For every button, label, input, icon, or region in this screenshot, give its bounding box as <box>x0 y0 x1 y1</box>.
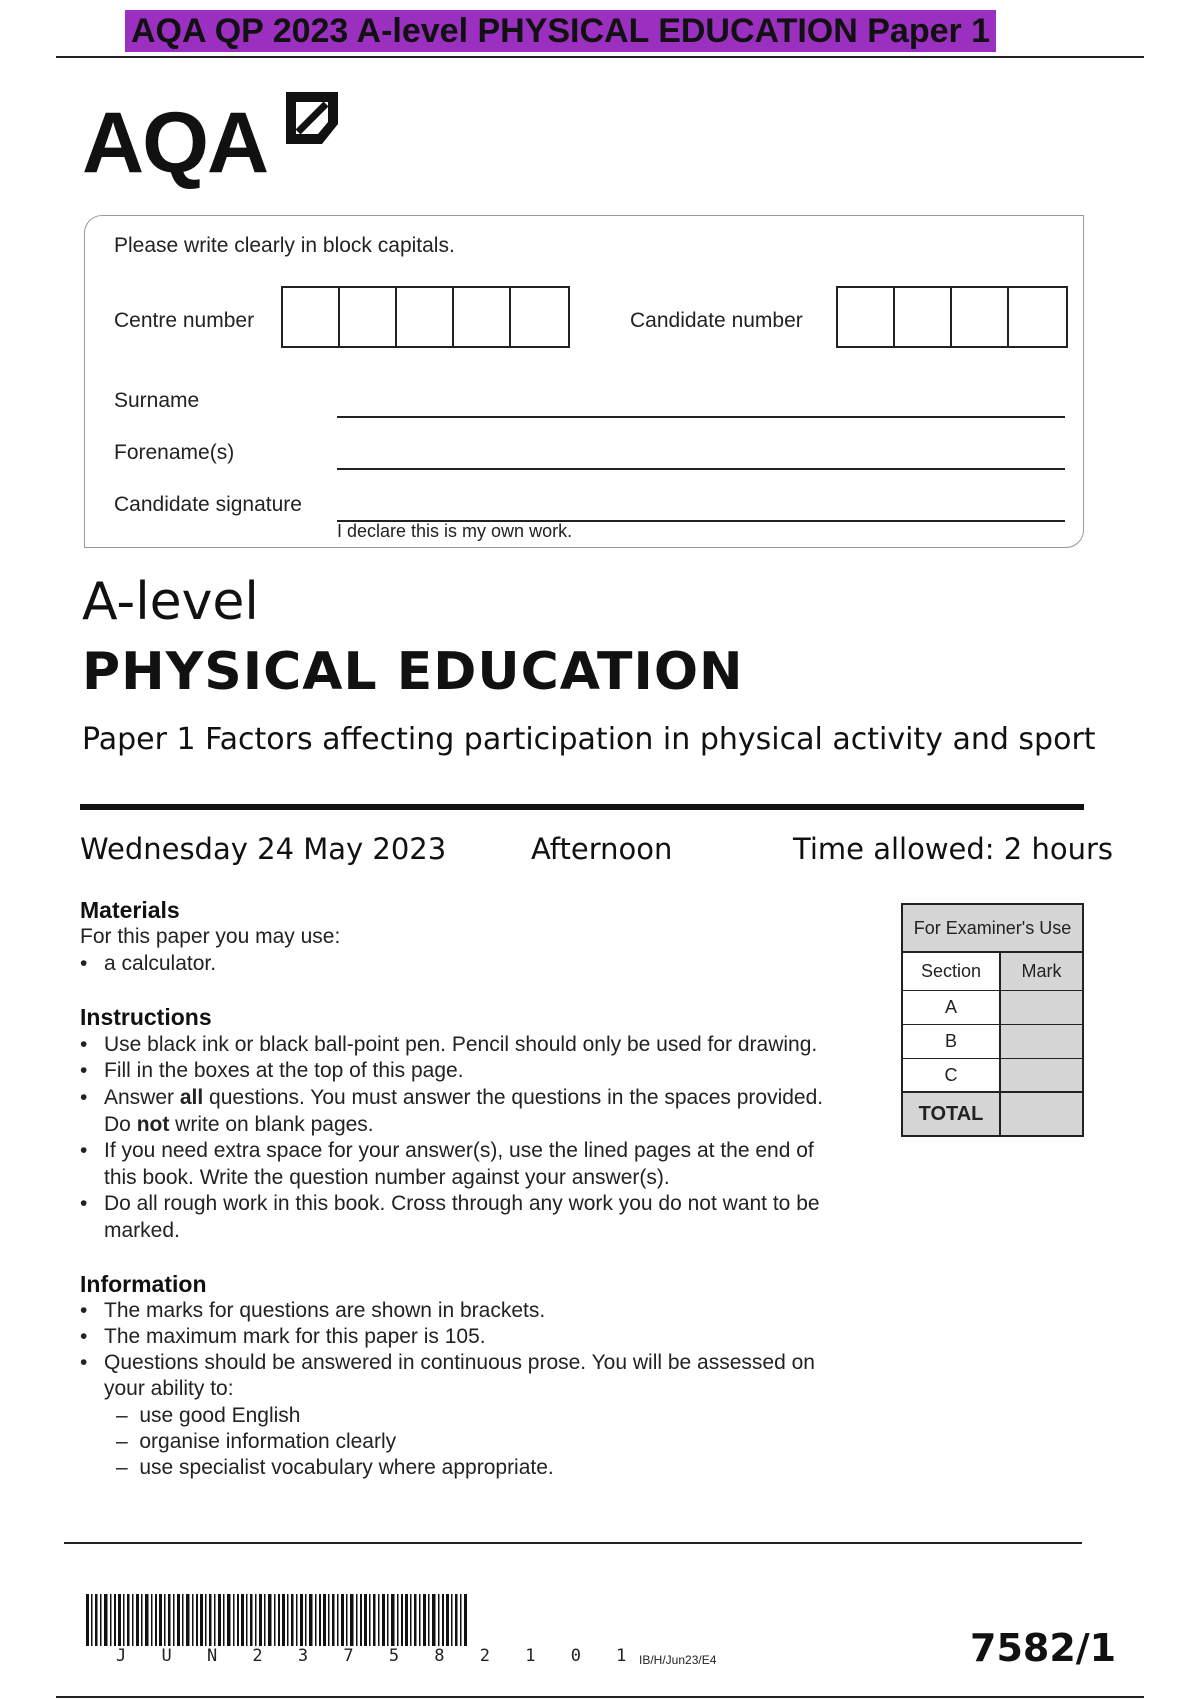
candidate-number-box[interactable] <box>952 288 1009 346</box>
instruction-item: • If you need extra space for your answer(s), use the lined pages at the end of <box>80 1139 814 1162</box>
candidate-number-boxes[interactable] <box>836 286 1068 348</box>
centre-number-box[interactable] <box>283 288 340 346</box>
centre-number-label: Centre number <box>114 309 255 332</box>
materials-item: • a calculator. <box>80 952 217 975</box>
materials-intro: For this paper you may use: <box>80 925 341 948</box>
section-c-label: C <box>903 1059 1001 1091</box>
materials-heading: Materials <box>80 897 180 923</box>
information-sub-item: – organise information clearly <box>116 1430 397 1453</box>
information-item: • Questions should be answered in continuous prose. You will be assessed on <box>80 1351 815 1374</box>
candidate-number-label: Candidate number <box>630 309 803 332</box>
top-divider <box>56 56 1144 58</box>
footer-divider <box>64 1542 1082 1544</box>
examiner-table-title: For Examiner's Use <box>903 905 1082 953</box>
signature-label: Candidate signature <box>114 493 302 516</box>
time-allowed: Time allowed: 2 hours <box>793 832 1113 866</box>
paper-code: 7582/1 <box>970 1626 1117 1670</box>
centre-number-box[interactable] <box>454 288 511 346</box>
instruction-item-continued: this book. Write the question number against your answer(s). <box>104 1166 670 1189</box>
information-item: • The maximum mark for this paper is 105. <box>80 1325 486 1348</box>
bottom-divider <box>56 1696 1144 1698</box>
surname-field[interactable] <box>337 416 1065 418</box>
information-item-continued: your ability to: <box>104 1377 234 1400</box>
section-column-header: Section <box>903 953 1001 990</box>
section-row <box>903 1025 1082 1059</box>
qualification-level: A-level <box>82 572 259 632</box>
declaration-text: I declare this is my own work. <box>337 521 573 541</box>
instruction-item-continued: Do not write on blank pages. <box>104 1113 374 1136</box>
candidate-number-box[interactable] <box>838 288 895 346</box>
information-heading: Information <box>80 1271 207 1297</box>
reference-code: IB/H/Jun23/E4 <box>639 1653 717 1667</box>
paper-title: Paper 1 Factors affecting participation in physical activity and sport <box>82 722 1096 757</box>
instructions-heading: Instructions <box>80 1004 212 1030</box>
exam-session: Afternoon <box>531 832 673 866</box>
surname-label: Surname <box>114 389 200 412</box>
candidate-details-form <box>84 215 1084 548</box>
section-b-label: B <box>903 1025 1001 1058</box>
section-row <box>903 1059 1082 1093</box>
candidate-number-box[interactable] <box>1009 288 1066 346</box>
instruction-item-continued: marked. <box>104 1219 180 1242</box>
section-row <box>903 991 1082 1025</box>
information-item: • The marks for questions are shown in brackets. <box>80 1299 546 1322</box>
total-mark <box>1001 1093 1082 1135</box>
exam-date: Wednesday 24 May 2023 <box>80 832 447 866</box>
centre-number-box[interactable] <box>397 288 454 346</box>
document-banner-title: AQA QP 2023 A-level PHYSICAL EDUCATION Paper 1 <box>125 10 996 52</box>
section-a-mark <box>1001 991 1082 1024</box>
section-a-label: A <box>903 991 1001 1024</box>
forename-label: Forename(s) <box>114 441 235 464</box>
examiner-use-table <box>901 903 1084 1137</box>
information-sub-item: – use specialist vocabulary where appropriate. <box>116 1456 554 1479</box>
total-label: TOTAL <box>903 1093 1001 1135</box>
instruction-item: • Do all rough work in this book. Cross through any work you do not want to be <box>80 1192 820 1215</box>
section-b-mark <box>1001 1025 1082 1058</box>
subject-title: PHYSICAL EDUCATION <box>82 642 744 702</box>
barcode-icon <box>86 1594 470 1646</box>
candidate-number-box[interactable] <box>895 288 952 346</box>
centre-number-boxes[interactable] <box>281 286 570 348</box>
instruction-item: • Fill in the boxes at the top of this page. <box>80 1059 464 1082</box>
information-sub-item: – use good English <box>116 1404 301 1427</box>
aqa-logo-mark-icon <box>282 88 342 148</box>
mark-column-header: Mark <box>1001 953 1082 990</box>
aqa-logo-text: AQA <box>82 95 268 191</box>
instruction-item: • Use black ink or black ball-point pen. Pencil should only be used for drawing. <box>80 1033 818 1056</box>
forename-field[interactable] <box>337 468 1065 470</box>
centre-number-box[interactable] <box>340 288 397 346</box>
barcode-number: J U N 2 3 7 5 8 2 1 0 1 <box>116 1646 639 1666</box>
instruction-item: • Answer all questions. You must answer the questions in the spaces provided. <box>80 1086 824 1109</box>
total-row <box>903 1093 1082 1135</box>
examiner-table-header-row <box>903 953 1082 991</box>
section-c-mark <box>1001 1059 1082 1091</box>
title-divider <box>80 804 1084 810</box>
centre-number-box[interactable] <box>511 288 568 346</box>
form-instruction: Please write clearly in block capitals. <box>114 234 455 257</box>
